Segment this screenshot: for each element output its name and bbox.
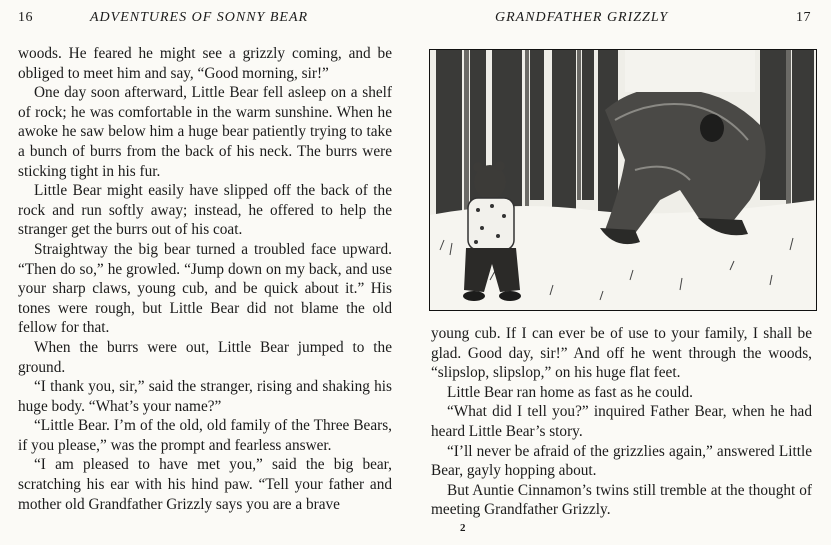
right-running-head: GRANDFATHER GRIZZLY [495, 10, 669, 25]
left-page [0, 0, 415, 545]
right-page-number: 17 [796, 10, 811, 25]
signature-mark: 2 [460, 522, 466, 534]
paragraph: Little Bear might easily have slipped off the back of the rock and run softly away; instead, he offered to help the stranger get the burrs out of his coat. [18, 182, 392, 239]
right-page [415, 0, 831, 545]
paragraph: Little Bear ran home as fast as he could. [447, 383, 693, 401]
paragraph: “I’ll never be afraid of the grizzlies again,” answered Little Bear, gayly hopping about. [431, 442, 812, 480]
paragraph: “What did I tell you?” inquired Father Bear, when he had heard Little Bear’s story. [431, 403, 812, 440]
illustration-drawing [430, 50, 816, 310]
paragraph: young cub. If I can ever be of use to your family, I shall be glad. Good day, sir!” And off he went through the woods, “slipslop, slipslop,” on his huge flat feet. [431, 325, 812, 382]
paragraph: “I thank you, sir,” said the stranger, rising and shaking his huge body. “What’s your name?” [18, 378, 392, 415]
paragraph: When the burrs were out, Little Bear jumped to the ground. [18, 338, 392, 376]
left-page-number: 16 [18, 10, 33, 25]
illustration-grizzly-and-cub [429, 49, 817, 311]
paragraph: But Auntie Cinnamon’s twins still tremble at the thought of meeting Grandfather Grizzly. [431, 481, 812, 519]
paragraph: “I am pleased to have met you,” said the big bear, scratching his ear with his hind paw. “Tell your father and mother old Grandfather Grizzly says you are a brave [18, 456, 392, 513]
paragraph: One day soon afterward, Little Bear fell asleep on a shelf of rock; he was comfortable in the warm sunshine. When he awoke he saw below him a huge bear patiently trying to take a bunch of burrs from the back of his neck. The burrs were sticking tight in his fur. [18, 84, 392, 180]
paragraph: “Little Bear. I’m of the old, old family of the Three Bears, if you please,” was the prompt and fearless answer. [18, 417, 392, 454]
left-running-head: ADVENTURES OF SONNY BEAR [90, 10, 309, 25]
paragraph: woods. He feared he might see a grizzly coming, and be obliged to meet him and say, “Good morning, sir!” [18, 45, 392, 82]
paragraph: Straightway the big bear turned a troubled face upward. “Then do so,” he growled. “Jump down on my back, and use your sharp claws, young cub, and be quick about it.” His tones were rough, but Little Bear did not blame the old fellow for that. [18, 240, 392, 337]
left-body-text [18, 44, 392, 514]
right-body-text [431, 324, 812, 520]
